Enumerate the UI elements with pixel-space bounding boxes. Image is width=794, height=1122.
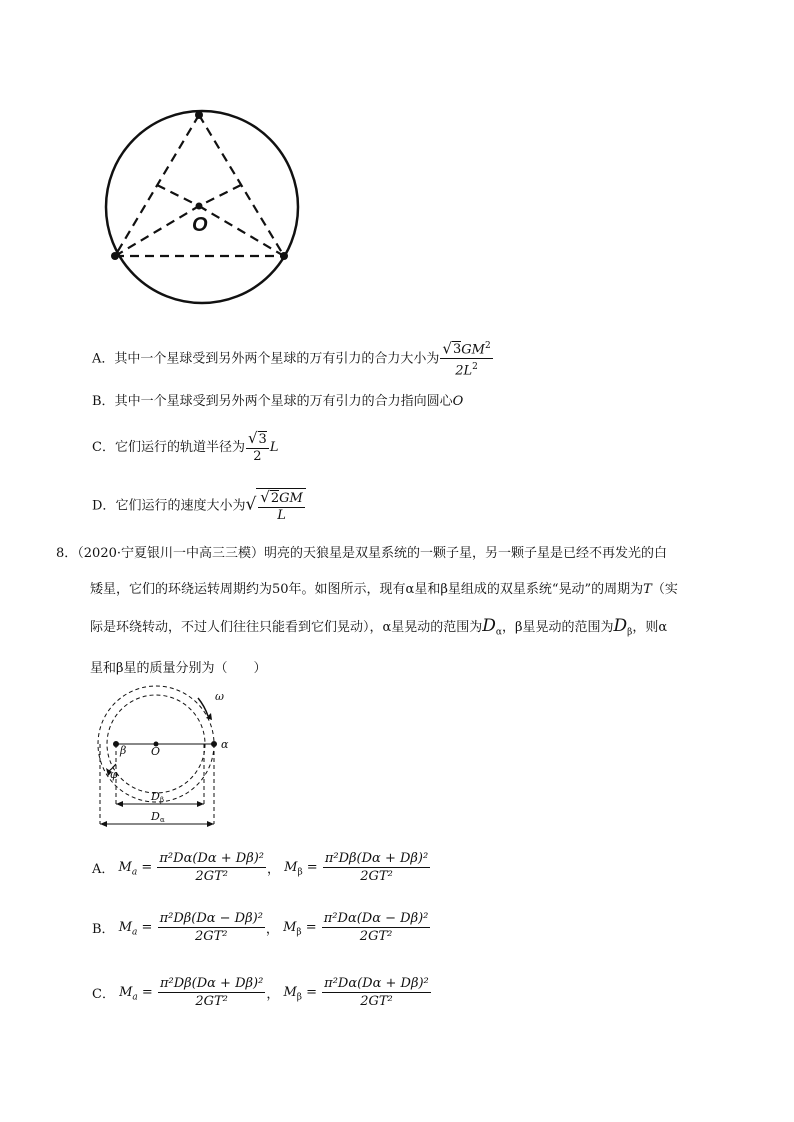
q8-line-3: 际是环绕转动，不过人们往往只能看到它们晃动），α星晃动的范围为$D_\alpha$，β星晃动的范围为$D_\beta$，则α — [90, 616, 668, 638]
phi-label: φ — [110, 768, 118, 781]
q8-line-2: 矮星，它们的环绕运转周期约为50年。如图所示，现有α星和β星组成的双星系统“晃动”的周期为T（实 — [90, 582, 678, 597]
q7-option-d: D．它们运行的速度大小为√ $\frac{√2GM}{L}$ — [92, 488, 306, 524]
d-beta-label: D — [151, 790, 160, 803]
q7-option-a: A．其中一个星球受到另外两个星球的万有引力的合力大小为 $\frac{√3GM^2}{2L^2}$ — [92, 339, 491, 379]
q7-option-b: B．其中一个星球受到另外两个星球的万有引力的合力指向圆心O — [92, 394, 464, 409]
q8-option-a: A． $M_a$ = $\frac{\text{π²Dα(Dα + Dβ)²}}{\text{2GT²}}$ ， $M_\beta$ = $\frac{\text{π²Dβ(Dα + Dβ)²}}{\text{2GT²}}$ — [92, 851, 429, 884]
center-label-o: O — [192, 214, 208, 236]
q8-question-stem — [56, 536, 716, 687]
q7-option-c: C．它们运行的轨道半径为 $\frac{√3}{2}$ L — [92, 429, 279, 464]
q8-line-4: 星和β星的质量分别为（ ） — [90, 660, 267, 676]
q8-option-b: B． $M_a$ = $\frac{\text{π²Dβ(Dα − Dβ)²}}{\text{2GT²}}$ ， $M_\beta$ = $\frac{\text{π²Dα(Dα − Dβ)²}}{\text{2GT²}}$ — [92, 911, 429, 944]
beta-label: β — [120, 744, 127, 757]
o-label: O — [151, 745, 161, 758]
binary-star-figure — [90, 682, 250, 832]
q8-line-1: 8．（2020·宁夏银川一中高三三模）明亮的天狼星是双星系统的一颗子星，另一颗子星是已经不再发光的白 — [56, 546, 668, 561]
triangle-circle-figure — [95, 105, 310, 310]
d-alpha-label: D — [151, 810, 160, 823]
d-alpha-subscript: α — [160, 816, 165, 824]
omega-label: ω — [215, 690, 224, 703]
alpha-label: α — [221, 738, 229, 751]
d-beta-subscript: β — [160, 796, 165, 804]
q8-option-c: C． $M_a$ = $\frac{\text{π²Dβ(Dα + Dβ)²}}{\text{2GT²}}$ ， $M_\beta$ = $\frac{\text{π²Dα(Dα + Dβ)²}}{\text{2GT²}}$ — [92, 976, 429, 1009]
